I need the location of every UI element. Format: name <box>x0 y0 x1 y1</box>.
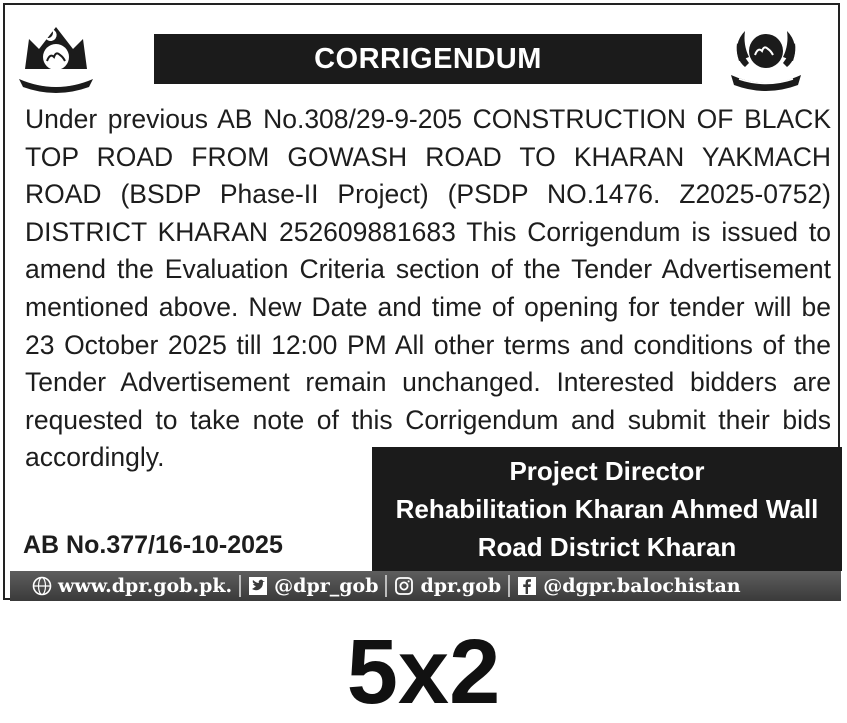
twitter-handle[interactable]: @dpr_gob <box>274 575 379 597</box>
footer-facebook[interactable] <box>517 575 740 597</box>
globe-icon <box>32 576 52 596</box>
twitter-icon <box>248 576 268 596</box>
signature-district: Road District Kharan <box>477 532 737 562</box>
signature-office: Rehabilitation Kharan Ahmed Wall <box>395 494 819 524</box>
footer-website[interactable] <box>32 575 232 597</box>
facebook-handle[interactable]: @dgpr.balochistan <box>543 575 741 597</box>
balochistan-crest-icon <box>725 17 807 99</box>
signature-title: Project Director <box>509 456 705 486</box>
facebook-icon <box>517 576 537 596</box>
corrigendum-body-text: Under previous AB No.308/29-9-205 CONSTRUCTION OF BLACK TOP ROAD FROM GOWASH ROAD TO KHARAN YAKMACH ROAD (BSDP Phase-II Project) (PSDP NO.1476. Z2025-0752) DISTRICT KHARAN 252609881683 This Corrigendum is issued to amend the Evaluation Criteria section of the Tender Advertisement mentioned above. New Date and time of opening for tender will be 23 October 2025 till 12:00 PM All other terms and conditions of the Tender Advertisement remain unchanged. Interested bidders are requested to take note of this Corrigendum and submit their bids accordingly. <box>25 104 831 473</box>
balochistan-emblem-icon <box>15 17 97 99</box>
footer-divider <box>508 575 510 597</box>
website-link[interactable]: www.dpr.gob.pk. <box>58 575 233 597</box>
page-title: CORRIGENDUM <box>154 34 702 84</box>
footer-social-strip <box>10 571 841 601</box>
ad-size-label: 5x2 <box>346 621 501 723</box>
ab-number: AB No.377/16-10-2025 <box>23 531 283 559</box>
footer-divider <box>239 575 241 597</box>
footer-divider <box>385 575 387 597</box>
instagram-handle[interactable]: dpr.gob <box>420 575 502 597</box>
signature-block <box>372 447 842 571</box>
footer-instagram[interactable] <box>394 575 501 597</box>
corrigendum-advertisement <box>3 3 840 600</box>
footer-twitter[interactable] <box>248 575 378 597</box>
instagram-icon <box>394 576 414 596</box>
